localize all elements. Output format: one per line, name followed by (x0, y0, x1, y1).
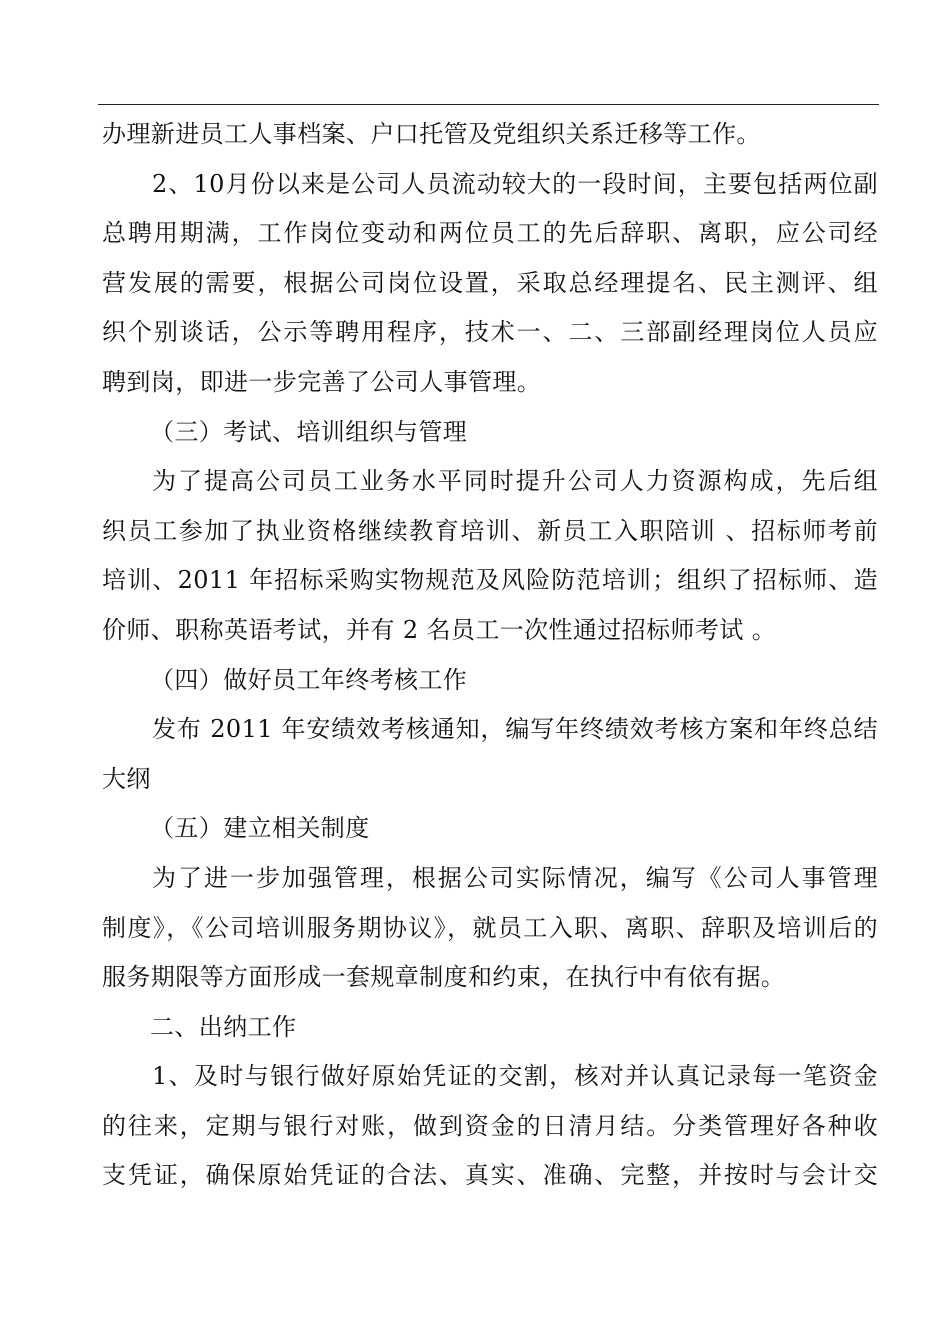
document-body (102, 110, 878, 1201)
paragraph-line: 为了进一步加强管理，根据公司实际情况，编写《公司人事管理 (152, 863, 878, 892)
paragraph-line: 2、10月份以来是公司人员流动较大的一段时间，主要包括两位副 (152, 169, 878, 198)
paragraph-line: 大纲 (102, 764, 151, 793)
section-heading: 二、出纳工作 (150, 1012, 297, 1041)
section-heading: （三）考试、培训组织与管理 (150, 417, 468, 446)
paragraph-line: 总聘用期满，工作岗位变动和两位员工的先后辞职、离职，应公司经 (102, 219, 878, 248)
paragraph-line: 价师、职称英语考试，并有 2 名员工一次性通过招标师考试 。 (102, 615, 777, 644)
header-rule (98, 104, 879, 105)
paragraph-line: 办理新进员工人事档案、户口托管及党组织关系迁移等工作。 (102, 120, 761, 148)
paragraph-line: 聘到岗，即进一步完善了公司人事管理。 (102, 367, 542, 396)
paragraph-line: 织个别谈话，公示等聘用程序，技术一、二、三部副经理岗位人员应 (102, 318, 878, 347)
paragraph-line: 的往来，定期与银行对账，做到资金的日清月结。分类管理好各种收 (102, 1111, 878, 1140)
paragraph-line: 为了提高公司员工业务水平同时提升公司人力资源构成，先后组 (152, 467, 878, 496)
paragraph-line: 营发展的需要，根据公司岗位设置，采取总经理提名、民主测评、组 (102, 268, 878, 297)
section-heading: （五）建立相关制度 (150, 814, 370, 843)
paragraph-line: 支凭证，确保原始凭证的合法、真实、准确、完整，并按时与会计交 (102, 1161, 878, 1190)
paragraph-line: 1、及时与银行做好原始凭证的交割，核对并认真记录每一笔资金 (152, 1062, 878, 1091)
paragraph-line: 织员工参加了执业资格继续教育培训、新员工入职陪训 、招标师考前 (102, 516, 878, 545)
paragraph-line: 发布 2011 年安绩效考核通知，编写年终绩效考核方案和年终总结 (152, 715, 878, 744)
paragraph-line: 制度》，《公司培训服务期协议》，就员工入职、离职、辞职及培训后的 (102, 913, 878, 942)
section-heading: （四）做好员工年终考核工作 (150, 665, 468, 694)
paragraph-line: 培训、2011 年招标采购实物规范及风险防范培训；组织了招标师、造 (102, 566, 878, 595)
paragraph-line: 服务期限等方面形成一套规章制度和约束，在执行中有依有据。 (102, 963, 786, 992)
